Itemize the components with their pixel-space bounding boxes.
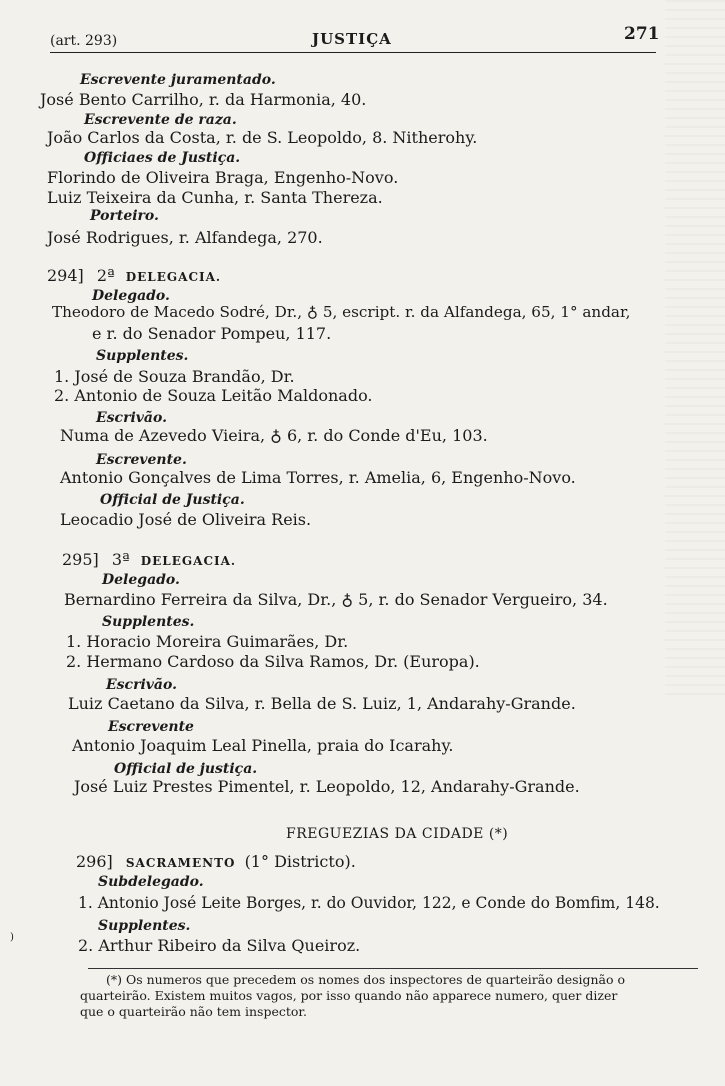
role-heading: Escrevente de raza. [84, 112, 237, 128]
entry-line: Theodoro de Macedo Sodré, Dr., ♁ 5, escript. r. da Alfandega, 65, 1° andar, [52, 303, 631, 321]
entry-line: Luiz Caetano da Silva, r. Bella de S. Luiz, 1, Andarahy-Grande. [68, 694, 576, 713]
page-number: 271 [624, 24, 660, 44]
entry-line: Luiz Teixeira da Cunha, r. Santa Thereza. [47, 188, 383, 207]
role-heading: Officiaes de Justiça. [84, 150, 241, 166]
section-number: 296] [76, 852, 113, 871]
entry-line: 1. José de Souza Brandão, Dr. [54, 367, 295, 386]
footnote-line: quarteirão. Existem muitos vagos, por isso quando não apparece numero, quer dizer [80, 988, 618, 1003]
entry-line: Bernardino Ferreira da Silva, Dr., ♁ 5, r. do Senador Vergueiro, 34. [64, 590, 608, 609]
margin-tick: ) [10, 932, 14, 943]
role-heading: Supplentes. [96, 348, 189, 364]
entry-line: José Rodrigues, r. Alfandega, 270. [47, 228, 323, 247]
role-heading: Subdelegado. [98, 874, 204, 890]
role-heading: Porteiro. [90, 208, 159, 224]
section-296-heading [76, 852, 356, 871]
entry-line: Florindo de Oliveira Braga, Engenho-Novo. [47, 168, 399, 187]
role-heading: Escrevente. [96, 452, 187, 468]
section-number: 295] [62, 550, 99, 569]
role-heading: Delegado. [92, 288, 170, 304]
entry-line: 2. Arthur Ribeiro da Silva Queiroz. [78, 936, 361, 955]
entry-line: José Bento Carrilho, r. da Harmonia, 40. [40, 90, 367, 109]
page-edge-noise [665, 0, 725, 700]
entry-line: Antonio Joaquim Leal Pinella, praia do Icarahy. [72, 736, 454, 755]
section-number: 294] [47, 266, 84, 285]
footnote-line: (*) Os numeros que precedem os nomes dos inspectores de quarteirão designão o [106, 972, 626, 987]
footnote-rule [88, 968, 698, 969]
section-295-heading [62, 550, 236, 569]
entry-line: Antonio Gonçalves de Lima Torres, r. Amelia, 6, Engenho-Novo. [60, 468, 576, 487]
role-heading: Official de Justiça. [100, 492, 245, 508]
section-heading-freguezias: FREGUEZIAS DA CIDADE (*) [286, 826, 509, 842]
entry-line: e r. do Senador Pompeu, 117. [92, 324, 332, 343]
section-294-heading [47, 266, 221, 285]
role-heading: Official de justiça. [114, 761, 258, 777]
section-title: DELEGACIA. [125, 270, 222, 284]
section-ordinal: 3ª [111, 550, 130, 569]
entry-line: 1. Horacio Moreira Guimarães, Dr. [66, 632, 349, 651]
entry-line: João Carlos da Costa, r. de S. Leopoldo, 8. Nitherohy. [47, 128, 478, 147]
role-heading: Delegado. [102, 572, 180, 588]
header-article-ref: (art. 293) [50, 33, 118, 49]
role-heading: Supplentes. [98, 918, 191, 934]
entry-line: Numa de Azevedo Vieira, ♁ 6, r. do Conde d'Eu, 103. [60, 426, 488, 445]
entry-line: 2. Hermano Cardoso da Silva Ramos, Dr. (Europa). [66, 652, 480, 671]
role-heading: Escrivão. [106, 677, 177, 693]
entry-line: 2. Antonio de Souza Leitão Maldonado. [54, 386, 373, 405]
section-subtitle: (1° Districto). [244, 852, 356, 871]
section-title: DELEGACIA. [140, 554, 237, 568]
role-heading: Escrevente juramentado. [80, 72, 276, 88]
entry-line: Leocadio José de Oliveira Reis. [60, 510, 312, 529]
section-title: SACRAMENTO [125, 856, 236, 870]
entry-line: 1. Antonio José Leite Borges, r. do Ouvidor, 122, e Conde do Bomfim, 148. [78, 894, 660, 912]
section-ordinal: 2ª [96, 266, 115, 285]
footnote-line: que o quarteirão não tem inspector. [80, 1004, 307, 1019]
role-heading: Escrevente [108, 719, 194, 735]
entry-line: José Luiz Prestes Pimentel, r. Leopoldo, 12, Andarahy-Grande. [74, 777, 580, 796]
role-heading: Escrivão. [96, 410, 167, 426]
header-title: JUSTIÇA [312, 30, 392, 48]
header-rule [50, 52, 656, 53]
role-heading: Supplentes. [102, 614, 195, 630]
